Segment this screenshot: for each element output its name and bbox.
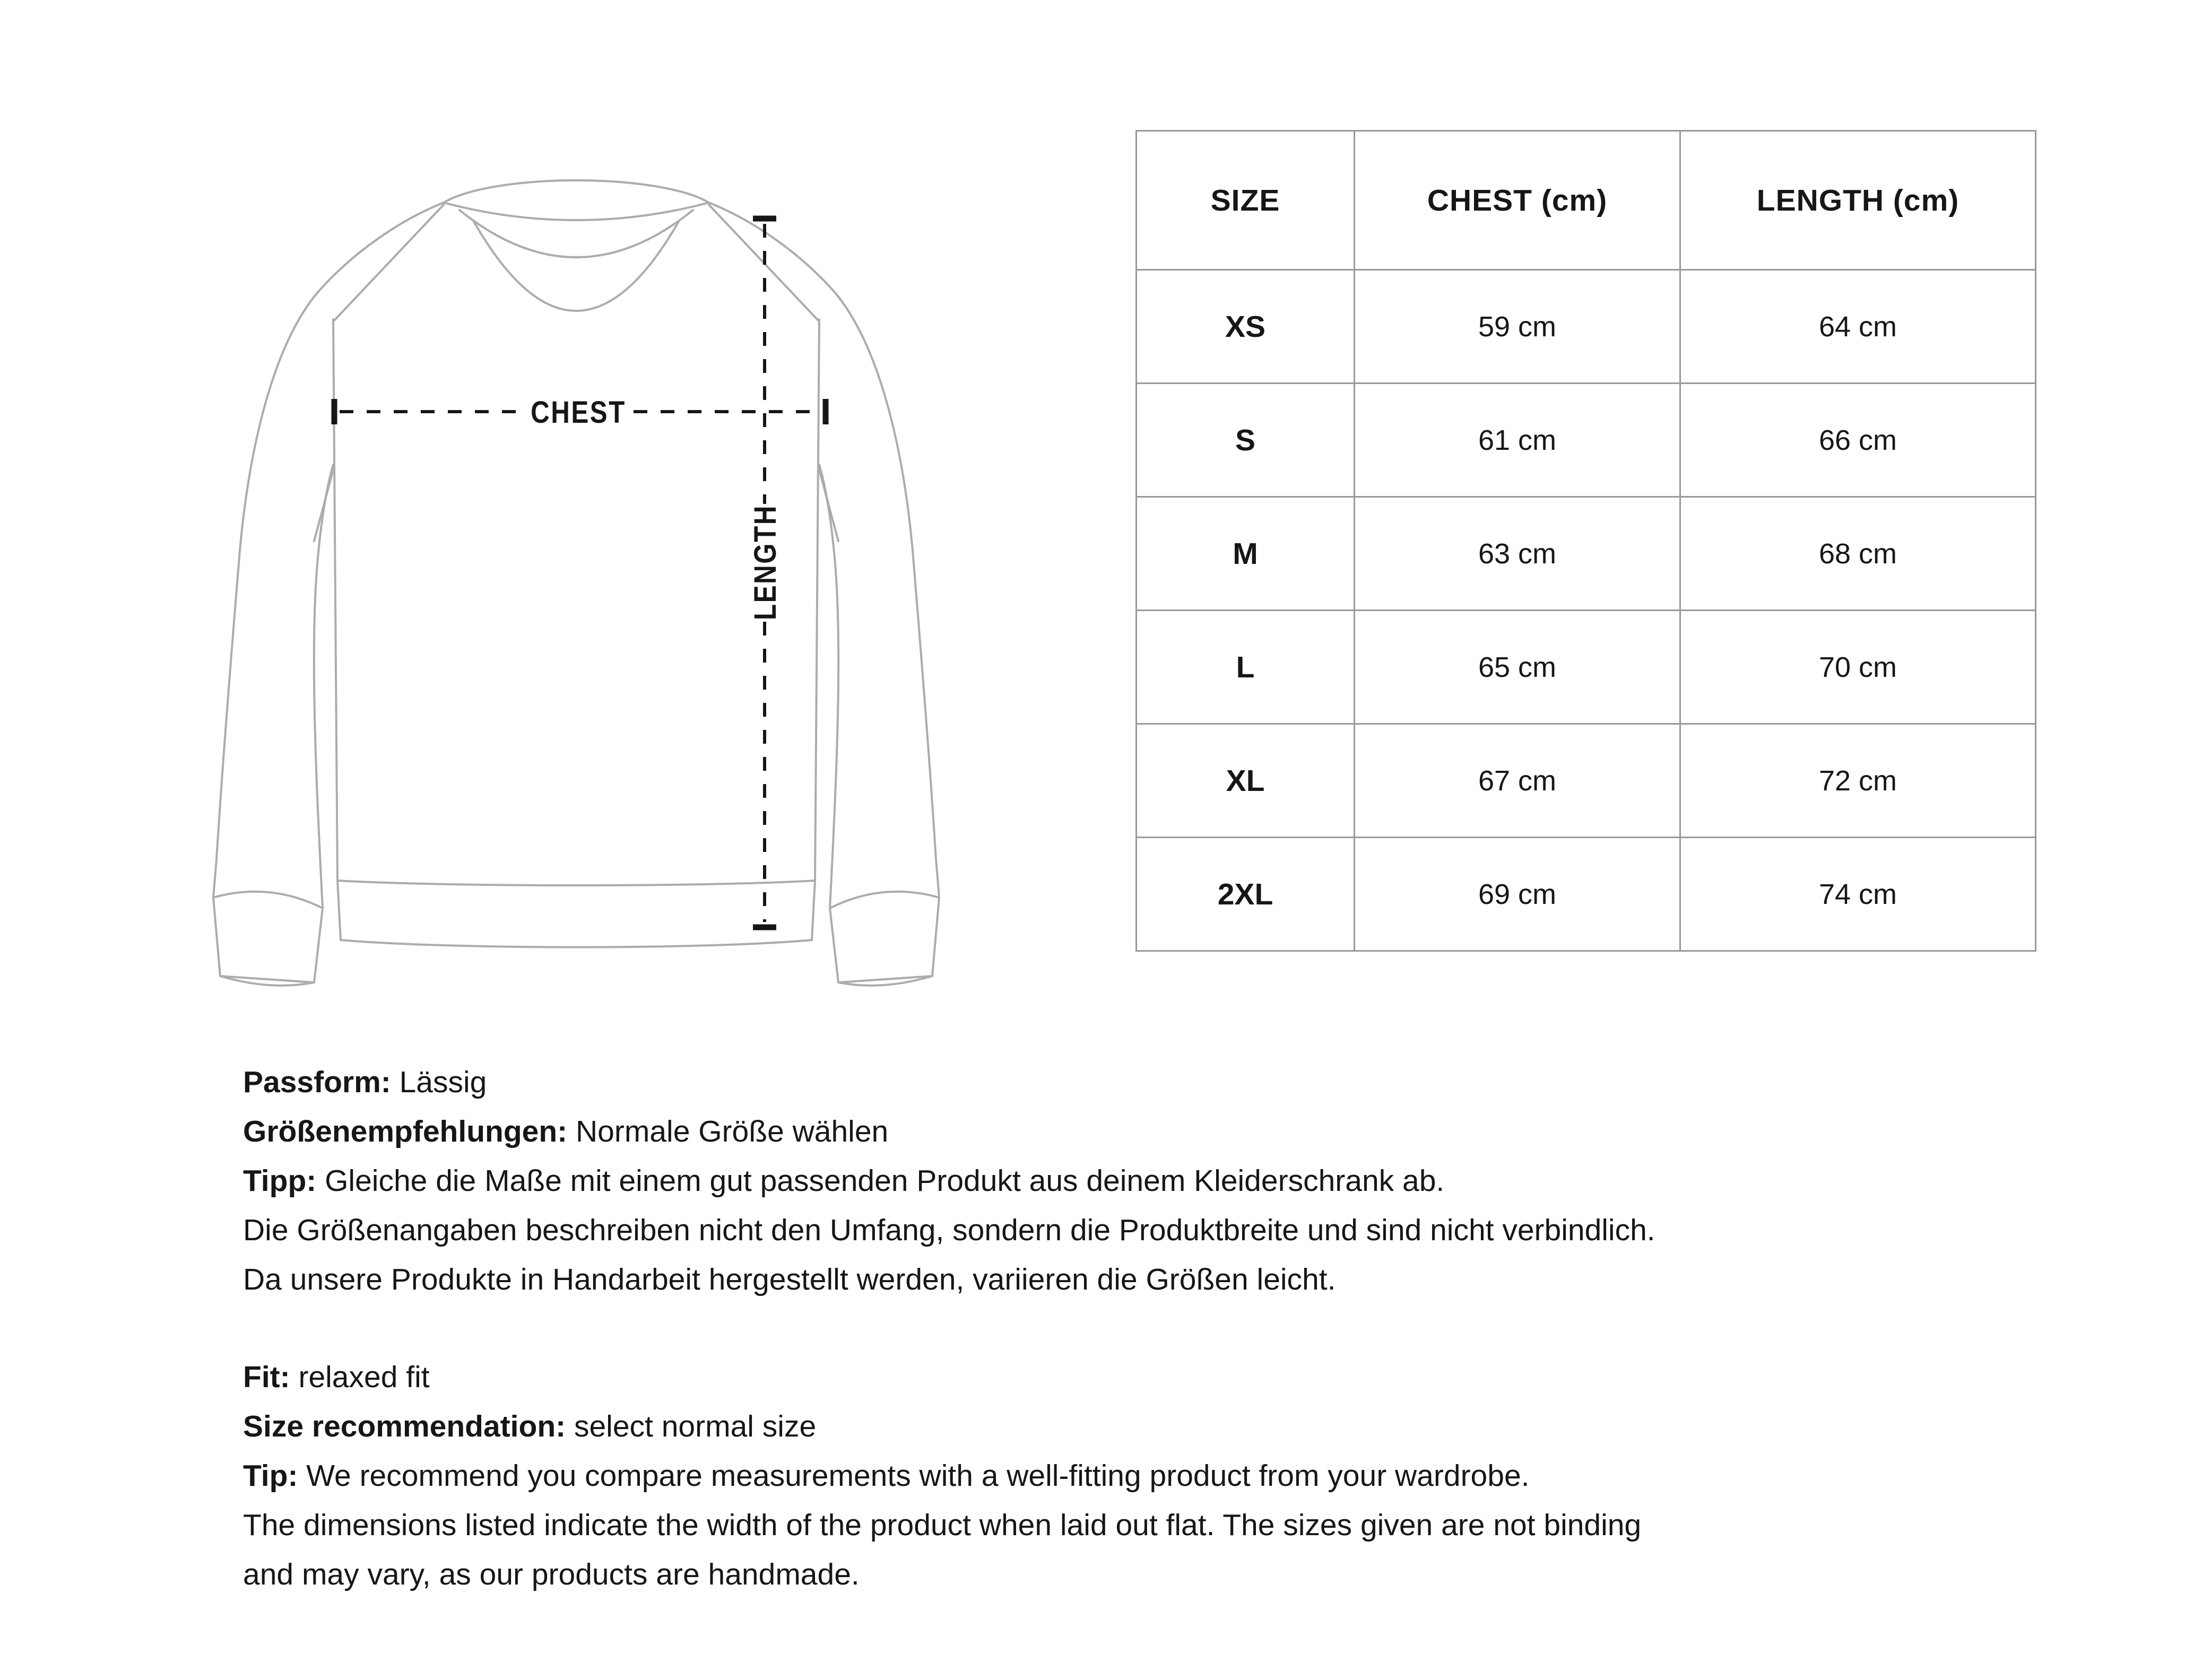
right-cuff-top [830, 892, 939, 908]
tipp-label: Tipp: [243, 1164, 317, 1198]
note-line-2 [243, 1550, 2100, 1599]
length-cell: 66 cm [1680, 384, 2036, 497]
header-chest: CHEST (cm) [1355, 131, 1680, 270]
chest-measurement [334, 395, 826, 430]
chest-cell: 69 cm [1355, 838, 1680, 951]
sweatshirt-outline [213, 180, 939, 986]
hinweis-line-1 [243, 1206, 2100, 1255]
tip-line [243, 1451, 2100, 1501]
chest-cell: 63 cm [1355, 497, 1680, 611]
collar-back-top [444, 180, 709, 203]
tip-label: Tip: [243, 1459, 298, 1493]
fit-value: relaxed fit [290, 1360, 430, 1394]
table-row [1137, 497, 2036, 611]
table-row [1137, 724, 2036, 838]
chest-cell: 67 cm [1355, 724, 1680, 838]
size-recommendation-value: select normal size [566, 1409, 817, 1443]
hinweis-text-1: Die Größenangaben beschreiben nicht den Umfang, sondern die Produktbreite und sind nicht verbindlich. [243, 1213, 1655, 1247]
size-cell: S [1137, 384, 1355, 497]
fit-label: Fit: [243, 1360, 290, 1394]
chest-cell: 59 cm [1355, 270, 1680, 384]
sweatshirt-right-side [709, 203, 939, 982]
right-armpit-seam [819, 468, 838, 541]
size-cell: 2XL [1137, 838, 1355, 951]
size-recommendation-line [243, 1402, 2100, 1451]
table-row [1137, 384, 2036, 497]
length-cell: 64 cm [1680, 270, 2036, 384]
right-body-seam [815, 319, 819, 881]
header-size: SIZE [1137, 131, 1355, 270]
length-cell: 72 cm [1680, 724, 2036, 838]
length-cell: 74 cm [1680, 838, 2036, 951]
size-cell: M [1137, 497, 1355, 611]
chest-label: CHEST [531, 395, 626, 430]
tipp-line [243, 1156, 2100, 1206]
tipp-value: Gleiche die Maße mit einem gut passenden Produkt aus deinem Kleiderschrank ab. [316, 1164, 1445, 1198]
size-table [1135, 130, 2036, 952]
length-cell: 70 cm [1680, 611, 2036, 724]
length-cell: 68 cm [1680, 497, 2036, 611]
size-table-header-row [1137, 131, 2036, 270]
length-label: LENGTH [748, 504, 783, 620]
table-row [1137, 838, 2036, 951]
fit-info-german [243, 1058, 2100, 1304]
size-cell: XL [1137, 724, 1355, 838]
length-measurement [748, 219, 783, 927]
hem-band-bottom [341, 940, 812, 947]
fit-info-english [243, 1353, 2100, 1599]
chest-cell: 65 cm [1355, 611, 1680, 724]
left-armpit-seam [314, 468, 334, 541]
table-row [1137, 270, 2036, 384]
passform-label: Passform: [243, 1065, 391, 1099]
size-cell: L [1137, 611, 1355, 724]
note-text-1: The dimensions listed indicate the width of the product when laid out flat. The sizes given are not binding [243, 1508, 1642, 1542]
collar-front-inner [459, 210, 693, 257]
collar-front-outer [473, 221, 679, 311]
left-cuff-top [213, 892, 323, 908]
left-shoulder-seam [334, 205, 444, 320]
hinweis-text-2: Da unsere Produkte in Handarbeit hergestellt werden, variieren die Größen leicht. [243, 1263, 1336, 1296]
sweatshirt-measurement-diagram [175, 170, 998, 997]
hem-band-top [337, 881, 815, 885]
size-recommendation-label: Size recommendation: [243, 1409, 566, 1443]
passform-value: Lässig [391, 1065, 487, 1099]
note-text-2: and may vary, as our products are handmade. [243, 1557, 860, 1591]
fit-line [243, 1353, 2100, 1402]
hem-band-right-edge [812, 881, 815, 940]
groessenempfehlung-line [243, 1107, 2100, 1156]
groessenempfehlung-value: Normale Größe wählen [567, 1115, 889, 1148]
size-table-container [1135, 130, 2036, 952]
tip-value: We recommend you compare measurements with a well-fitting product from your wardrobe. [298, 1459, 1530, 1493]
hinweis-line-2 [243, 1255, 2100, 1304]
passform-line [243, 1058, 2100, 1107]
header-length: LENGTH (cm) [1680, 131, 2036, 270]
note-line-1 [243, 1501, 2100, 1550]
sweatshirt-left-side [213, 203, 444, 982]
hem-band-left-edge [337, 881, 341, 940]
groessenempfehlung-label: Größenempfehlungen: [243, 1115, 568, 1148]
collar-back-bottom [444, 203, 709, 220]
chest-cell: 61 cm [1355, 384, 1680, 497]
size-cell: XS [1137, 270, 1355, 384]
table-row [1137, 611, 2036, 724]
